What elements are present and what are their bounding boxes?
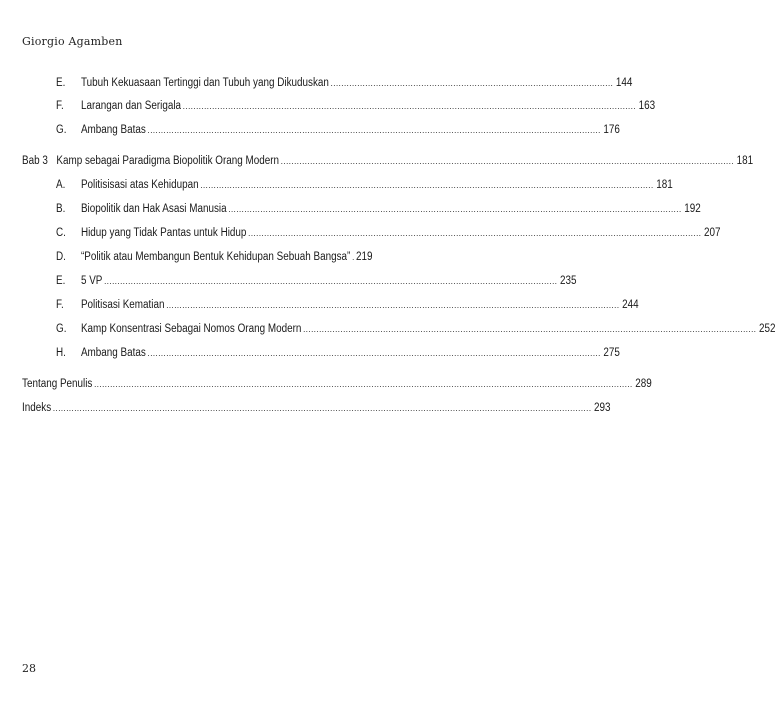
toc-entry-title: Politisasi Kematian <box>80 299 165 311</box>
toc-entry-letter: F. <box>56 299 64 311</box>
toc-entry-title: “Politik atau Membangun Bentuk Kehidupan Sebuah Bangsa” <box>80 251 351 263</box>
toc-entry[interactable] <box>56 344 620 362</box>
toc-entry-title: 5 VP <box>80 275 103 287</box>
toc-top-entry-page: 293 <box>594 402 611 414</box>
toc-entry-title: Ambang Batas <box>80 347 146 359</box>
toc-entry-page: 219 <box>355 251 373 263</box>
dot-leader: .......................................................................................................................................................................... <box>147 125 601 135</box>
toc-entry-title: Tubuh Kekuasaan Tertinggi dan Tubuh yang Dikuduskan <box>80 77 329 89</box>
dot-leader: .......................................................................................................................................................................... <box>303 324 757 334</box>
toc-entry-title: Ambang Batas <box>80 124 146 136</box>
dot-leader: .......................................................................................................................................................................... <box>166 300 620 310</box>
toc-top-entry-title: Tentang Penulis <box>22 378 93 390</box>
toc-entry-letter: E. <box>56 77 66 89</box>
toc-entry[interactable] <box>56 272 577 290</box>
toc-chapter-title: Kamp sebagai Paradigma Biopolitik Orang Modern <box>56 155 280 167</box>
page-number: 28 <box>22 662 36 675</box>
toc-entry-page: 244 <box>622 299 639 311</box>
toc-entry-letter: H. <box>56 347 66 359</box>
toc-top-entry-page: 289 <box>635 378 652 390</box>
toc-entry-letter: C. <box>56 227 66 239</box>
toc-top-entry[interactable] <box>22 399 611 417</box>
dot-leader: .......................................................................................................................................................................... <box>147 348 601 358</box>
toc-chapter-page: 181 <box>736 155 754 167</box>
toc-entry-letter: E. <box>56 275 66 287</box>
toc-top-entry-title: Indeks <box>22 402 52 414</box>
toc-entry[interactable] <box>56 296 639 314</box>
toc-entry[interactable] <box>56 200 701 218</box>
toc-entry-page: 181 <box>656 179 673 191</box>
dot-leader: .......................................................................................................................................................................... <box>280 156 735 166</box>
toc-entry[interactable] <box>56 248 372 266</box>
toc-entry-page: 144 <box>615 77 633 89</box>
toc-entry[interactable] <box>56 224 721 242</box>
toc-entry-page: 235 <box>559 275 577 287</box>
dot-leader: .......................................................................................................................................................................... <box>104 276 558 286</box>
dot-leader: .......................................................................................................................................................................... <box>248 228 702 238</box>
toc-entry-page: 207 <box>704 227 721 239</box>
toc-entry-letter: A. <box>56 179 66 191</box>
toc-top-entry[interactable] <box>22 375 652 393</box>
toc-entry-page: 252 <box>758 323 776 335</box>
dot-leader: .......................................................................................................................................................................... <box>200 180 654 190</box>
dot-leader: .......................................................................................................................................................................... <box>182 101 637 111</box>
dot-leader <box>352 248 353 266</box>
running-head: Giorgio Agamben <box>22 35 123 48</box>
dot-leader: .......................................................................................................................................................................................................... <box>52 403 592 413</box>
toc-entry[interactable] <box>56 176 673 194</box>
dot-leader: .......................................................................................................................................................................... <box>228 204 682 214</box>
toc-entry-title: Kamp Konsentrasi Sebagai Nomos Orang Modern <box>80 323 302 335</box>
toc-entry-title: Biopolitik dan Hak Asasi Manusia <box>80 203 227 215</box>
toc-entry-page: 163 <box>638 100 656 112</box>
toc-entry-letter: F. <box>56 100 64 112</box>
toc-entry-page: 275 <box>603 347 620 359</box>
toc-entry-title: Hidup yang Tidak Pantas untuk Hidup <box>80 227 247 239</box>
toc-entry-page: 192 <box>684 203 701 215</box>
toc-entry-letter: G. <box>56 323 67 335</box>
toc-chapter[interactable] <box>22 152 754 170</box>
dot-leader: .......................................................................................................................................................................................................... <box>94 379 633 389</box>
toc-entry-page: 176 <box>603 124 620 136</box>
toc-entry[interactable] <box>56 320 776 338</box>
toc-entry-title: Politisisasi atas Kehidupan <box>80 179 199 191</box>
toc-entry[interactable] <box>56 97 656 115</box>
toc-entry[interactable] <box>56 74 633 92</box>
dot-leader: .......................................................................................................... <box>330 78 614 88</box>
toc-entry-title: Larangan dan Serigala <box>80 100 182 112</box>
toc-entry[interactable] <box>56 121 620 139</box>
toc-entry-letter: B. <box>56 203 66 215</box>
toc-chapter-label: Bab 3 <box>22 155 48 167</box>
toc-entry-letter: G. <box>56 124 67 136</box>
toc-entry-letter: D. <box>56 251 66 263</box>
